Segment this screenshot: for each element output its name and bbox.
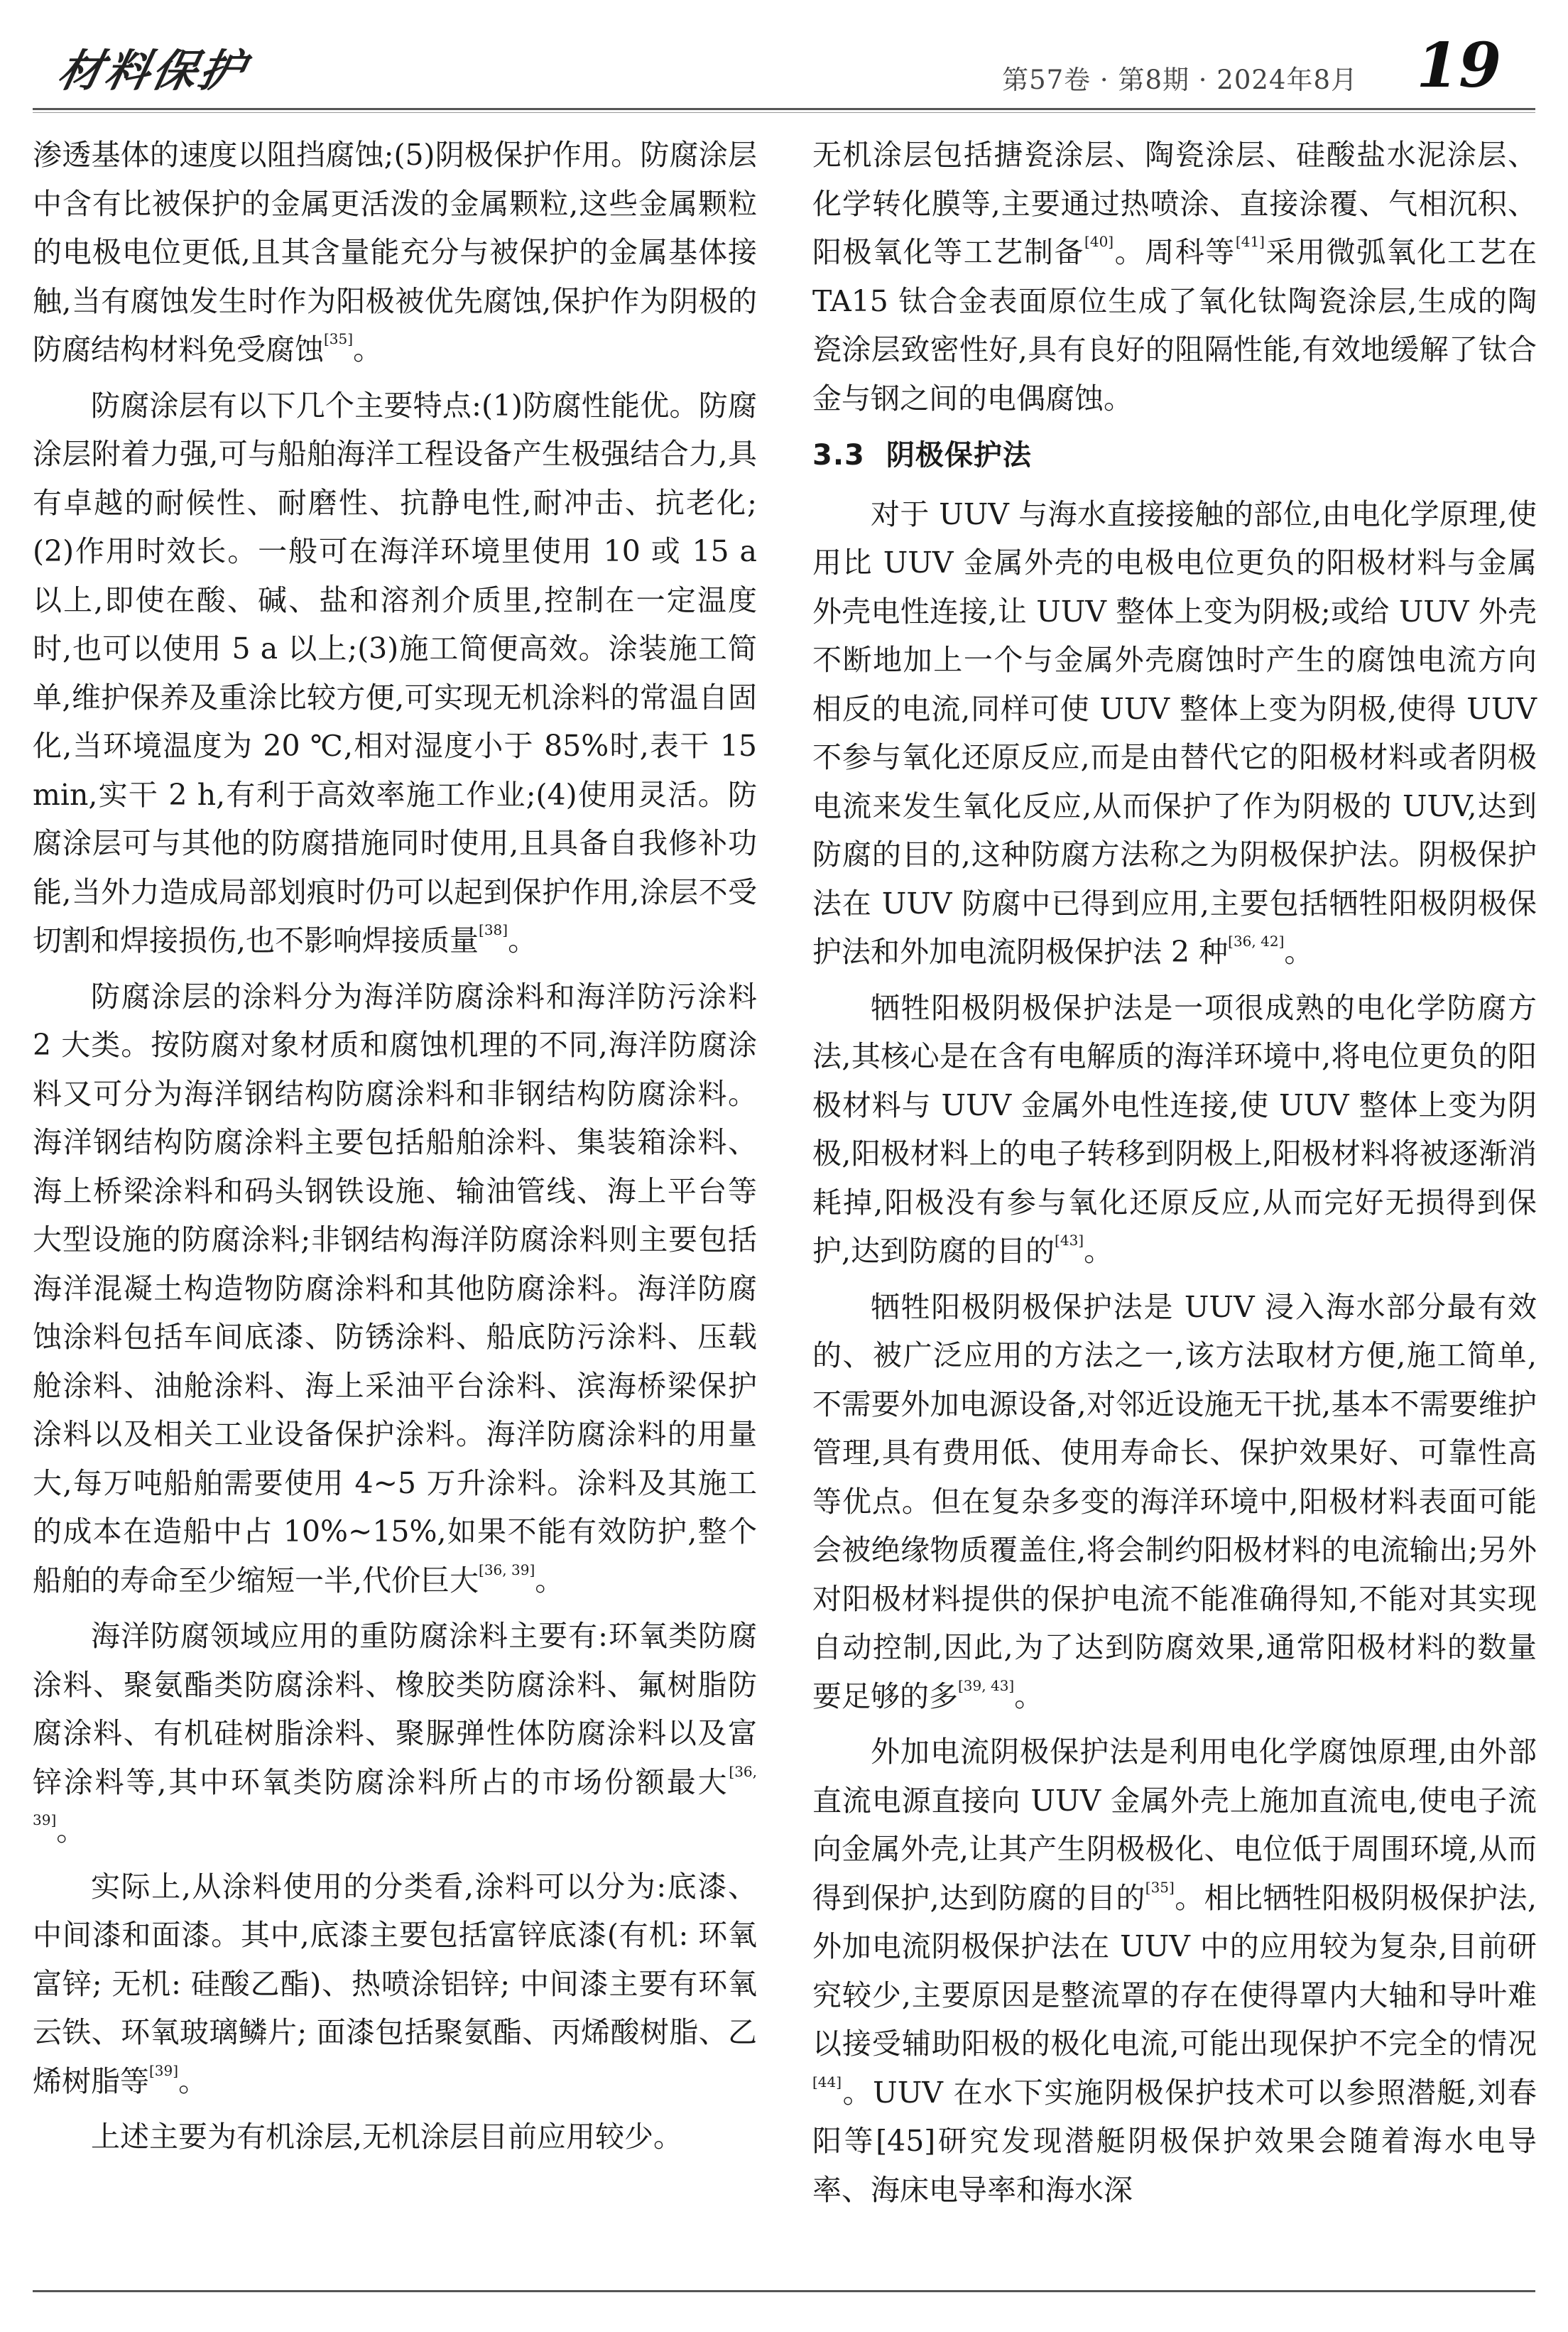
- paragraph: [812, 1283, 1537, 1721]
- page-header: [33, 26, 1535, 104]
- paragraph-text: 海洋防腐领域应用的重防腐涂料主要有:环氧类防腐涂料、聚氨酯类防腐涂料、橡胶类防腐涂料、氟树脂防腐涂料、有机硅树脂涂料、聚脲弹性体防腐涂料以及富锌涂料等,其中环氧类防腐涂料所占的市场份额最大: [33, 1619, 757, 1799]
- header-rule-thin: [33, 112, 1535, 113]
- paragraph-text: 外加电流阴极保护法是利用电化学腐蚀原理,由外部直流电源直接向 UUV 金属外壳上施加直流电,使电子流向金属外壳,让其产生阴极极化、电位低于周围环境,从而得到保护,达到防腐的目的: [812, 1735, 1537, 1915]
- right-paragraphs: [812, 490, 1537, 2215]
- section-heading: [812, 431, 1537, 480]
- citation-marker: [38]: [479, 921, 508, 938]
- issue-info: 第57卷 · 第8期 · 2024年8月: [1002, 65, 1358, 95]
- citation-marker: [35]: [324, 330, 354, 347]
- paragraph-text: 渗透基体的速度以阻挡腐蚀;(5)阴极保护作用。防腐涂层中含有比被保护的金属更活泼的金属颗粒,这些金属颗粒的电极电位更低,且其含量能充分与被保护的金属基体接触,当有腐蚀发生时作为阳极被优先腐蚀,保护作为阴极的防腐结构材料免受腐蚀: [33, 138, 757, 367]
- paragraph-text: 牺牲阳极阴极保护法是一项很成熟的电化学防腐方法,其核心是在含有电解质的海洋环境中,将电位更负的阳极材料与 UUV 金属外电性连接,使 UUV 整体上变为阴极,阳极材料上的电子转移到阴极上,阳极材料将被逐渐消耗掉,阳极没有参与氧化还原反应,从而完好无损得到保护,达到防腐的目的: [812, 990, 1537, 1268]
- paragraph: [33, 381, 757, 965]
- paragraph-text: 防腐涂层有以下几个主要特点:(1)防腐性能优。防腐涂层附着力强,可与船舶海洋工程设备产生极强结合力,具有卓越的耐候性、耐磨性、抗静电性,耐冲击、抗老化;(2)作用时效长。一般可在海洋环境里使用 10 或 15 a 以上,即使在酸、碱、盐和溶剂介质里,控制在一定温度时,也可以使用 5 a 以上;(3)施工简便高效。涂装施工简单,维护保养及重涂比较方便,可实现无机涂料的常温自固化,当环境温度为 20 ℃,相对湿度小于 85%时,表干 15 min,实干 2 h,有利于高效率施工作业;(4)使用灵活。防腐涂层可与其他的防腐措施同时使用,且具备自我修补功能,当外力造成局部划痕时仍可以起到保护作用,涂层不受切割和焊接损伤,也不影响焊接质量: [33, 388, 757, 958]
- paragraph-text: 上述主要为有机涂层,无机涂层目前应用较少。: [91, 2120, 683, 2154]
- paragraph-text: 。: [56, 1813, 86, 1848]
- page-number: 19: [1416, 30, 1501, 102]
- journal-logo: 材料保护: [53, 45, 252, 97]
- paragraph-text: 。相比牺牲阳极阴极保护法,外加电流阴极保护法在 UUV 中的应用较为复杂,目前研究较少,主要原因是整流罩的存在使得罩内大轴和导叶难以接受辅助阳极的极化电流,可能出现保护不完全的情况: [812, 1880, 1537, 2061]
- citation-marker: [36, 42]: [1228, 933, 1285, 950]
- citation-marker: [35]: [1145, 1878, 1175, 1896]
- citation-marker: [44]: [812, 2073, 842, 2090]
- right-column: [812, 131, 1537, 2221]
- section-number: 3.3: [812, 439, 865, 472]
- paragraph-text: 。: [1014, 1679, 1044, 1713]
- paragraph-text: 。UUV 在水下实施阴极保护技术可以参照潜艇,刘春阳等[45]研究发现潜艇阴极保护效果会随着海水电导率、海床电导率和海水深: [812, 2075, 1537, 2207]
- paragraph-text: 对于 UUV 与海水直接接触的部位,由电化学原理,使用比 UUV 金属外壳的电极电位更负的阳极材料与金属外壳电性连接,让 UUV 整体上变为阴极;或给 UUV 外壳不断地加上一个与金属外壳腐蚀时产生的腐蚀电流方向相反的电流,同样可使 UUV 整体上变为阴极,使得 UUV 不参与氧化还原反应,而是由替代它的阳极材料或者阴极电流来发生氧化反应,从而保护了作为阴极的 UUV,达到防腐的目的,这种防腐方法称之为阴极保护法。阴极保护法在 UUV 防腐中已得到应用,主要包括牺牲阳极阴极保护法和外加电流阴极保护法 2 种: [812, 497, 1537, 969]
- header-rule: [33, 108, 1535, 110]
- paragraph-text: 防腐涂层的涂料分为海洋防腐涂料和海洋防污涂料 2 大类。按防腐对象材质和腐蚀机理的不同,海洋防腐涂料又可分为海洋钢结构防腐涂料和非钢结构防腐涂料。海洋钢结构防腐涂料主要包括船舶涂料、集装箱涂料、海上桥梁涂料和码头钢铁设施、输油管线、海上平台等大型设施的防腐涂料;非钢结构海洋防腐涂料则主要包括海洋混凝土构造物防腐涂料和其他防腐涂料。海洋防腐蚀涂料包括车间底漆、防锈涂料、船底防污涂料、压载舱涂料、油舱涂料、海上采油平台涂料、滨海桥梁保护涂料以及相关工业设备保护涂料。海洋防腐涂料的用量大,每万吨船舶需要使用 4~5 万升涂料。涂料及其施工的成本在造船中占 10%~15%,如果不能有效防护,整个船舶的寿命至少缩短一半,代价巨大: [33, 979, 757, 1598]
- citation-marker: [40]: [1084, 233, 1114, 250]
- paragraph-text: 。: [535, 1563, 565, 1598]
- paragraph: [812, 131, 1537, 423]
- paragraph: [812, 1728, 1537, 2214]
- paragraph-text: 。周科等: [1114, 235, 1236, 269]
- citation-marker: [36, 39]: [33, 1762, 757, 1828]
- citation-marker: [39, 43]: [958, 1676, 1015, 1694]
- paragraph-text: 。: [178, 2063, 208, 2098]
- footer-rule: [33, 2290, 1535, 2292]
- citation-marker: [39]: [149, 2061, 179, 2079]
- section-title: 阴极保护法: [886, 439, 1032, 472]
- paragraph: [812, 984, 1537, 1276]
- paragraph-text: 实际上,从涂料使用的分类看,涂料可以分为:底漆、中间漆和面漆。其中,底漆主要包括富锌底漆(有机: 环氧富锌; 无机: 硅酸乙酯)、热喷涂铝锌; 中间漆主要有环氧云铁、环氧玻璃鳞片; 面漆包括聚氨酯、丙烯酸树脂、乙烯树脂等: [33, 1869, 757, 2098]
- paragraph-text: 采用微弧氧化工艺在 TA15 钛合金表面原位生成了氧化钛陶瓷涂层,生成的陶瓷涂层致密性好,具有良好的阻隔性能,有效地缓解了钛合金与钢之间的电偶腐蚀。: [812, 235, 1537, 416]
- paragraph: [33, 131, 757, 374]
- paragraph: [812, 490, 1537, 977]
- paragraph-text: 。: [1284, 935, 1314, 969]
- paragraph-text: 。: [1084, 1234, 1114, 1268]
- paragraph-text: 。: [508, 923, 538, 958]
- left-column: [33, 131, 757, 2169]
- paragraph-text: 牺牲阳极阴极保护法是 UUV 浸入海水部分最有效的、被广泛应用的方法之一,该方法取材方便,施工简单,不需要外加电源设备,对邻近设施无干扰,基本不需要维护管理,具有费用低、使用寿命长、保护效果好、可靠性高等优点。但在复杂多变的海洋环境中,阳极材料表面可能会被绝缘物质覆盖住,将会制约阳极材料的电流输出;另外对阳极材料提供的保护电流不能准确得知,不能对其实现自动控制,因此,为了达到防腐效果,通常阳极材料的数量要足够的多: [812, 1289, 1537, 1713]
- citation-marker: [41]: [1235, 233, 1265, 250]
- paragraph-text: 无机涂层包括搪瓷涂层、陶瓷涂层、硅酸盐水泥涂层、化学转化膜等,主要通过热喷涂、直接涂覆、气相沉积、阳极氧化等工艺制备: [812, 138, 1537, 269]
- citation-marker: [43]: [1055, 1232, 1084, 1249]
- paragraph: [33, 1612, 757, 1855]
- right-intro-paragraphs: [812, 131, 1537, 423]
- paragraph-text: 。: [353, 332, 383, 367]
- paragraph: [33, 1862, 757, 2106]
- citation-marker: [36, 39]: [479, 1561, 535, 1578]
- paragraph: [33, 972, 757, 1605]
- left-paragraphs: [33, 131, 757, 2162]
- paragraph: [33, 2113, 757, 2162]
